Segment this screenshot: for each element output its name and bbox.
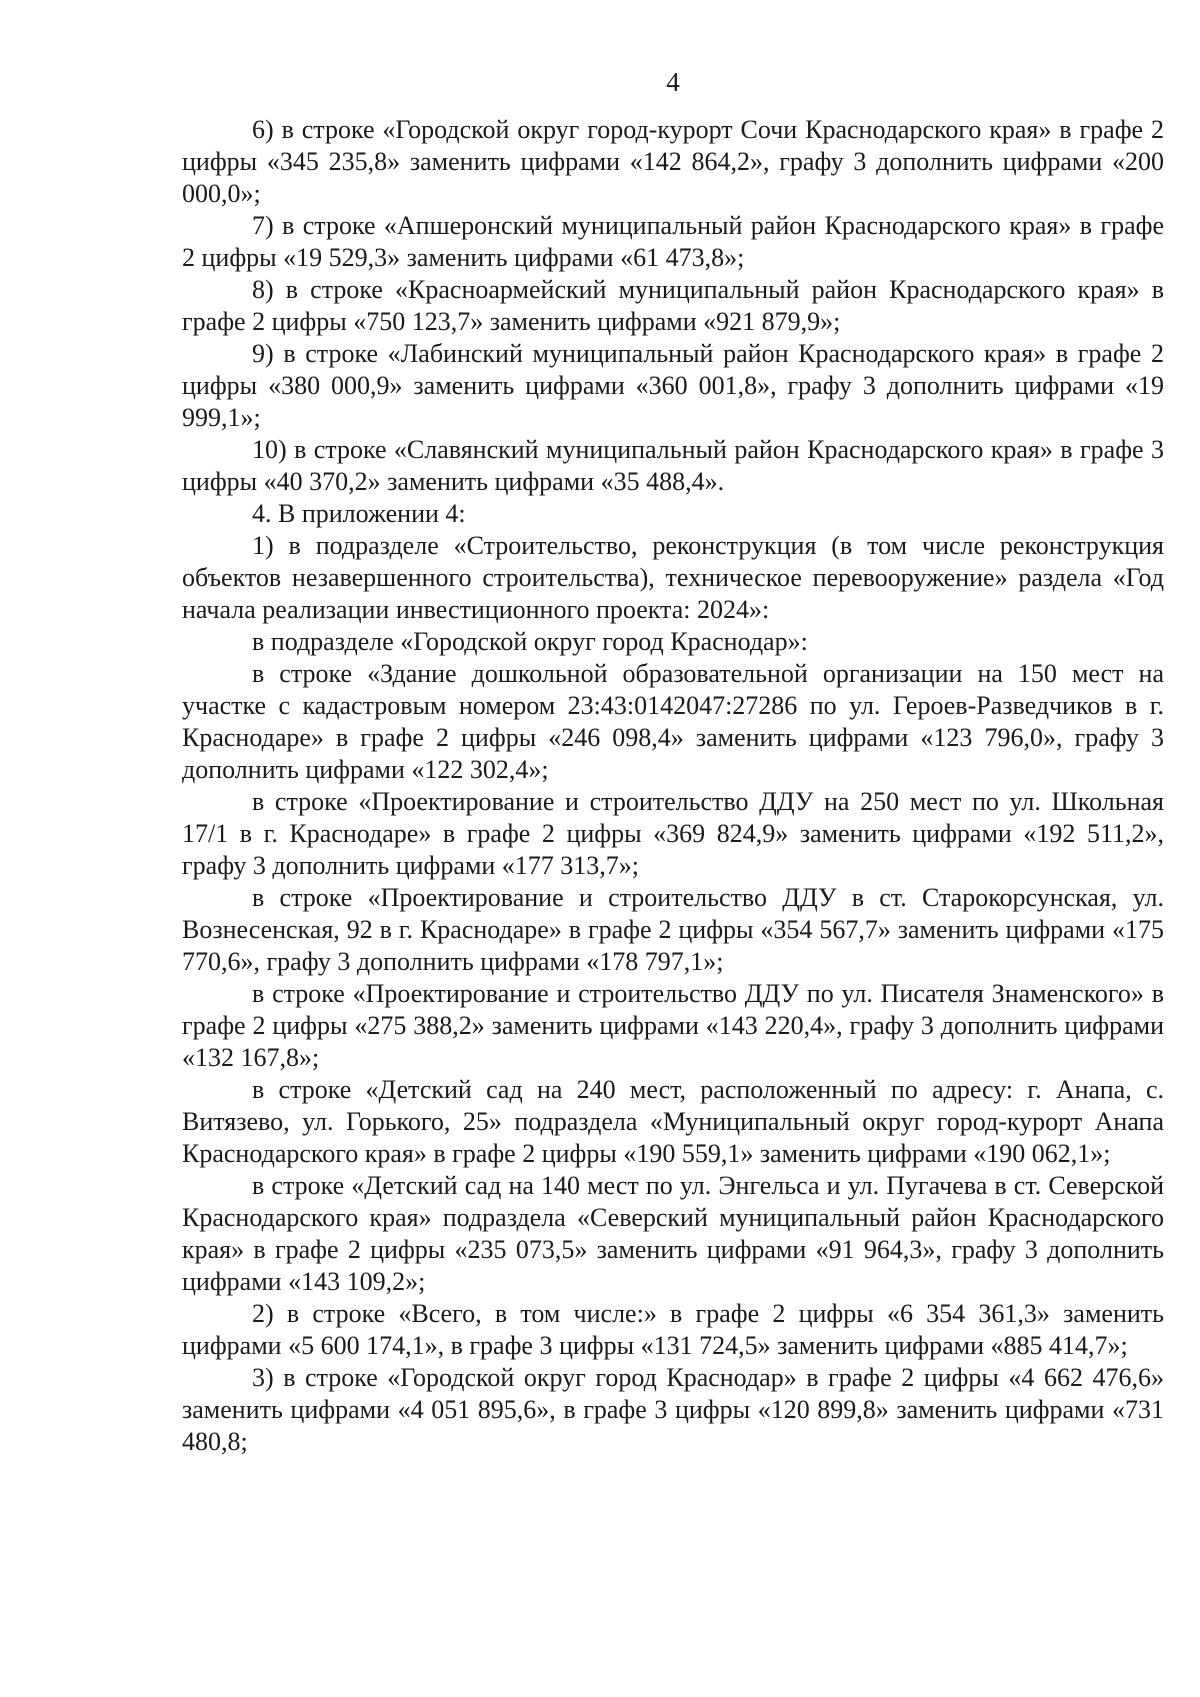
section-heading-appendix-4: 4. В приложении 4: [252,499,466,528]
amendment-item-10: 10) в строке «Славянский муниципальный район Краснодарского края» в графе 3 цифры «40 370,2» заменить цифрами «35 488,4». [182,435,1164,496]
page-number: 4 [666,67,680,97]
amendment-item-6: 6) в строке «Городской округ город-курорт Сочи Краснодарского края» в графе 2 цифры «345 235,8» заменить цифрами «142 864,2», графу 3 дополнить цифрами «200 000,0»; [182,115,1164,208]
amendment-item-9: 9) в строке «Лабинский муниципальный район Краснодарского края» в графе 2 цифры «380 000,9» заменить цифрами «360 001,8», графу 3 дополнить цифрами «19 999,1»; [182,339,1164,432]
row-ddu-starokorsunskaya: в строке «Проектирование и строительство ДДУ в ст. Старокорсунская, ул. Вознесенская, 92 в г. Краснодаре» в графе 2 цифры «354 567,7» заменить цифрами «175 770,6», графу 3 дополнить цифрами «178 797,1»; [182,883,1164,976]
amendment-item-7: 7) в строке «Апшеронский муниципальный район Краснодарского края» в графе 2 цифры «19 529,3» заменить цифрами «61 473,8»; [182,211,1164,272]
document-body [182,112,1164,1458]
amendment-item-8: 8) в строке «Красноармейский муниципальный район Краснодарского края» в графе 2 цифры «750 123,7» заменить цифрами «921 879,9»; [182,275,1164,336]
appendix-4-item-2: 2) в строке «Всего, в том числе:» в графе 2 цифры «6 354 361,3» заменить цифрами «5 600 174,1», в графе 3 цифры «131 724,5» заменить цифрами «885 414,7»; [182,1299,1164,1360]
row-kindergarten-severskaya: в строке «Детский сад на 140 мест по ул. Энгельса и ул. Пугачева в ст. Северской Краснодарского края» подраздела «Северский муниципальный район Краснодарского края» в графе 2 цифры «235 073,5» заменить цифрами «91 964,3», графу 3 дополнить цифрами «143 109,2»; [182,1171,1164,1296]
row-ddu-znamenskogo: в строке «Проектирование и строительство ДДУ по ул. Писателя Знаменского» в графе 2 цифры «275 388,2» заменить цифрами «143 220,4», графу 3 дополнить цифрами «132 167,8»; [182,979,1164,1072]
row-preschool-150: в строке «Здание дошкольной образовательной организации на 150 мест на участке с кадастровым номером 23:43:0142047:27286 по ул. Героев-Разведчиков в г. Краснодаре» в графе 2 цифры «246 098,4» заменить цифрами «123 796,0», графу 3 дополнить цифрами «122 302,4»; [182,659,1164,784]
appendix-4-item-1: 1) в подразделе «Строительство, реконструкция (в том числе реконструкция объектов незавершенного строительства), техническое перевооружение» раздела «Год начала реализации инвестиционного проекта: 2024»: [182,531,1164,624]
row-kindergarten-anapa: в строке «Детский сад на 240 мест, расположенный по адресу: г. Анапа, с. Витязево, ул. Горького, 25» подраздела «Муниципальный округ город-курорт Анапа Краснодарского края» в графе 2 цифры «190 559,1» заменить цифрами «190 062,1»; [182,1075,1164,1168]
subsection-krasnodar: в подразделе «Городской округ город Краснодар»: [252,627,808,656]
row-ddu-250-shkolnaya: в строке «Проектирование и строительство ДДУ на 250 мест по ул. Школьная 17/1 в г. Краснодаре» в графе 2 цифры «369 824,9» заменить цифрами «192 511,2», графу 3 дополнить цифрами «177 313,7»; [182,787,1164,880]
appendix-4-item-3: 3) в строке «Городской округ город Краснодар» в графе 2 цифры «4 662 476,6» заменить цифрами «4 051 895,6», в графе 3 цифры «120 899,8» заменить цифрами «731 480,8; [182,1363,1164,1456]
